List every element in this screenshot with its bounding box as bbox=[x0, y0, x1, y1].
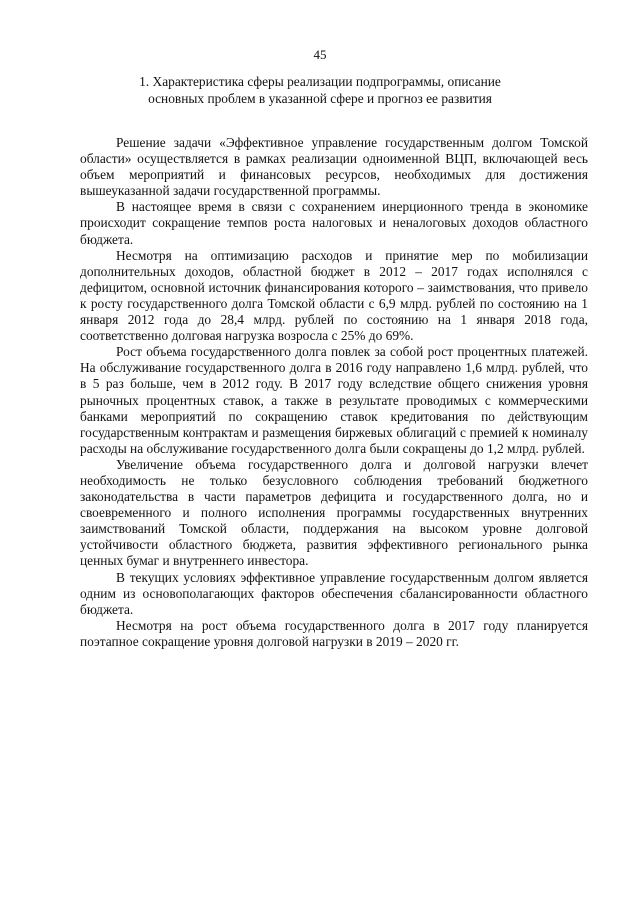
paragraph: Несмотря на рост объема государственного долга в 2017 году планируется поэтапное сокращение уровня долговой нагрузки в 2019 – 2020 гг. bbox=[80, 617, 588, 649]
section-heading-line-1: 1. Характеристика сферы реализации подпрограммы, описание bbox=[139, 74, 501, 89]
paragraph: Рост объема государственного долга повлек за собой рост процентных платежей. На обслуживание государственного долга в 2016 году направлено 1,6 млрд. рублей, что в 5 раз больше, чем в 2012 году. В 2017 году вследствие общего снижения уровня рыночных процентных ставок, а также в результате проводимых с коммерческими банками мероприятий по сокращению ставок кредитования по действующим государственным контрактам и размещения биржевых облигаций с премией к номиналу расходы на обслуживание государственного долга были сокращены до 1,2 млрд. рублей. bbox=[80, 344, 588, 456]
section-heading bbox=[80, 74, 560, 107]
page-number: 45 bbox=[313, 47, 327, 62]
paragraph: Увеличение объема государственного долга и долговой нагрузки влечет необходимость не только безусловного соблюдения требований бюджетного законодательства в части параметров дефицита и государственного долга, но и своевременного и полного исполнения программы государственных внутренних заимствований Томской области, поддержания на высоком уровне долговой устойчивости областного бюджета, развития эффективного регионального рынка ценных бумаг и внутреннего инвестора. bbox=[80, 456, 588, 569]
paragraph: Решение задачи «Эффективное управление государственным долгом Томской области» осуществляется в рамках реализации одноименной ВЦП, включающей весь объем мероприятий и финансовых ресурсов, необходимых для достижения вышеуказанной задачи государственной программы. bbox=[80, 135, 588, 199]
section-heading-line-2: основных проблем в указанной сфере и прогноз ее развития bbox=[148, 90, 492, 106]
paragraph: В настоящее время в связи с сохранением инерционного тренда в экономике происходит сокращение темпов роста налоговых и неналоговых доходов областного бюджета. bbox=[80, 199, 588, 247]
body-text bbox=[80, 135, 588, 650]
paragraph: Несмотря на оптимизацию расходов и принятие мер по мобилизации дополнительных доходов, областной бюджет в 2012 – 2017 годах исполнялся с дефицитом, основной источник финансирования которого – заимствования, что привело к росту государственного долга Томской области с 6,9 млрд. рублей по состоянию на 1 января 2012 года до 28,4 млрд. рублей по состоянию на 1 января 2018 года, соответственно долговая нагрузка возросла с 25% до 69%. bbox=[80, 247, 588, 344]
paragraph: В текущих условиях эффективное управление государственным долгом является одним из основополагающих факторов обеспечения сбалансированности областного бюджета. bbox=[80, 569, 588, 617]
